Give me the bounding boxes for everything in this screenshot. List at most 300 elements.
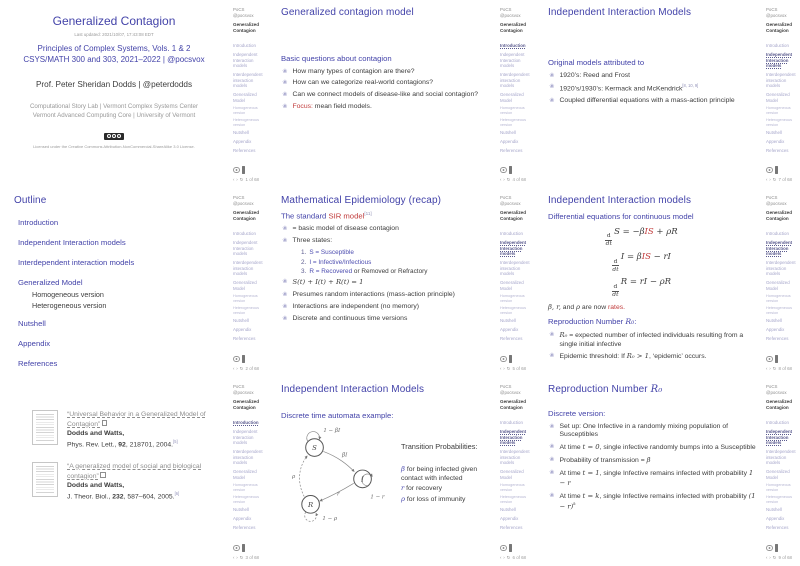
sidebar-item[interactable]: Appendix — [500, 516, 519, 522]
sidebar-item[interactable]: Homogeneous version — [766, 483, 791, 493]
venue-name: J. Theor. Biol., — [67, 493, 113, 501]
sidebar-item[interactable]: References — [766, 335, 789, 341]
sidebar-item[interactable]: Generalized Model — [233, 469, 257, 480]
transition-line: r for recovery — [401, 484, 443, 493]
heading-text: Reproduction Number — [548, 384, 651, 395]
sidebar-item[interactable]: Heterogeneous version — [766, 306, 792, 316]
sidebar-item[interactable]: Interdependent interaction models — [500, 449, 530, 466]
pocs-label: PoCS — [766, 384, 778, 389]
paper-thumbnail[interactable] — [32, 410, 58, 445]
page-indicator: 2 of 68 — [245, 366, 259, 372]
slide-content — [0, 188, 230, 377]
bullet-item: ❀ 1920’s/1930’s: Kermack and McKendrick[8, 10, 9] — [549, 83, 699, 93]
sidebar-footer — [500, 166, 532, 183]
uvm-seal-icon — [233, 545, 240, 552]
flower-bullet-icon: ❀ — [282, 302, 288, 310]
reference-venue — [67, 491, 225, 502]
subhead-item: Differential equations for continuous model — [548, 212, 694, 221]
numitem-item: 1. S = Susceptible — [301, 248, 354, 256]
sidebar-item[interactable]: Heterogeneous version — [766, 495, 792, 505]
affiliations — [8, 103, 220, 121]
uvm-tower-icon — [775, 355, 778, 363]
uvm-tower-icon — [775, 544, 778, 552]
sidebar-item[interactable]: Interdependent interaction models — [766, 449, 796, 466]
course-line-2: CSYS/MATH 300 and 303, 2021–2022 | @pocsvox — [23, 54, 205, 64]
deck-title: Generalized Contagion — [233, 210, 260, 222]
pocs-label: PoCS — [766, 195, 778, 200]
sidebar-item[interactable]: Heterogeneous version — [766, 118, 792, 128]
sidebar-item[interactable]: Appendix — [233, 139, 252, 145]
slide-heading: Generalized contagion model — [281, 7, 414, 18]
sidebar-item[interactable]: Homogeneous version — [500, 106, 525, 116]
uvm-seal-icon — [500, 545, 507, 552]
deck-title: Generalized Contagion — [500, 399, 527, 411]
slide-nav-arrows-icon[interactable]: ‹ › ↻ — [233, 366, 244, 372]
venue-pages: , 587–604, 2005. — [123, 493, 175, 501]
sidebar-nav — [500, 231, 532, 341]
sidebar-item[interactable]: Independent Interaction models — [766, 429, 793, 446]
sidebar-item[interactable]: Introduction — [500, 420, 523, 426]
slide-independent-interaction-models-intro — [534, 0, 800, 188]
sidebar-item[interactable]: References — [766, 147, 789, 153]
numitem-item: 3. R = Recovered or Removed or Refractory — [301, 268, 428, 276]
slide-nav-arrows-icon[interactable]: ‹ › ↻ — [500, 555, 511, 561]
outitem-item: References — [18, 359, 58, 368]
bullet-item: ❀ At time t = k, single Infective remains infected with probability $(1 - r)^k$ — [549, 491, 756, 511]
sidebar-footer — [766, 544, 798, 561]
bullet-item: ❀ Coupled differential equations with a mass-action principle — [549, 97, 735, 105]
flower-bullet-icon: ❀ — [282, 291, 288, 299]
sidebar-nav — [233, 231, 265, 341]
sidebar-item[interactable]: References — [500, 524, 523, 530]
sidebar-item[interactable]: Nutshell — [500, 130, 516, 136]
sidebar-item[interactable]: Introduction — [500, 43, 526, 49]
flower-bullet-icon: ❀ — [549, 443, 555, 451]
course-info — [8, 44, 220, 66]
sidebar — [497, 188, 534, 377]
flower-bullet-icon: ❀ — [282, 67, 288, 75]
page-indicator: 6 of 68 — [512, 555, 526, 561]
sidebar-item[interactable]: Appendix — [766, 139, 785, 145]
flower-bullet-icon: ❀ — [282, 79, 288, 87]
sidebar-item[interactable]: Nutshell — [233, 507, 249, 513]
sidebar-item[interactable]: Nutshell — [500, 507, 516, 513]
subhead-item: Basic questions about contagion — [281, 54, 392, 63]
outitem-item: Generalized Model — [18, 278, 83, 287]
sidebar-item[interactable]: Generalized Model — [233, 280, 257, 291]
sidebar-item[interactable]: Heterogeneous version — [233, 495, 259, 505]
slide-heading: Mathematical Epidemiology (recap) — [281, 195, 442, 206]
sidebar-footer — [500, 355, 532, 372]
outitem-item: Independent Interaction models — [18, 238, 126, 247]
slide-body — [548, 212, 759, 362]
subhead-item: The standard SIR model[11] — [281, 211, 372, 221]
outline-list — [14, 218, 226, 368]
r-to-s-label: ρ — [291, 473, 296, 480]
sidebar-item[interactable]: Independent Interaction models — [500, 240, 527, 257]
pocsvox-handle[interactable]: @pocsvox — [766, 389, 787, 395]
brand-block — [500, 195, 532, 222]
slide-mathematical-epidemiology — [267, 188, 534, 377]
slide-nav-arrows-icon[interactable]: ‹ › ↻ — [500, 177, 511, 183]
bullet-item: ❀ Can we connect models of disease-like and social contagion? — [282, 91, 479, 99]
brand-block — [500, 384, 532, 411]
flower-bullet-icon: ❀ — [282, 236, 288, 244]
sidebar-nav — [766, 420, 798, 530]
brand-block — [233, 384, 265, 411]
slide-nav-arrows-icon[interactable]: ‹ › ↻ — [233, 555, 244, 561]
sidebar-nav — [233, 43, 265, 153]
citation-number: [6] — [174, 490, 180, 496]
slide-content — [534, 188, 763, 377]
last-updated: Last updated: 2021/10/07, 17:43:08 EDT — [74, 32, 154, 37]
numitem-item: 2. I = Infective/Infectious — [301, 258, 372, 266]
i-to-r-label: r — [337, 491, 340, 498]
slide-heading: Outline — [14, 195, 47, 206]
sidebar-item[interactable]: Heterogeneous version — [233, 118, 259, 128]
sidebar-item[interactable]: Appendix — [233, 327, 252, 333]
pocs-label: PoCS — [500, 7, 512, 12]
pocsvox-handle[interactable]: @pocsvox — [500, 12, 521, 18]
automata-row — [281, 424, 493, 522]
transition-title: Transition Probabilities: — [401, 442, 478, 451]
state-r-label: R — [308, 500, 314, 509]
bullet-item: ❀ Interactions are independent (no memory) — [282, 302, 420, 310]
bullet-item: ❀ At time t = 1, single Infective remains infected with probability 1 − r — [549, 468, 754, 487]
flower-bullet-icon: ❀ — [549, 491, 555, 499]
sidebar-item[interactable]: Nutshell — [500, 318, 516, 324]
sidebar-item[interactable]: Appendix — [500, 139, 519, 145]
eq-item: $\frac{d}{dt}$ S = −βIS + ρR — [605, 226, 678, 248]
pocs-label: PoCS — [233, 384, 245, 389]
sidebar-item[interactable]: Generalized Model — [233, 92, 257, 103]
sidebar-item[interactable]: Homogeneous version — [500, 483, 525, 493]
sidebar-item[interactable]: References — [233, 524, 256, 530]
sidebar-item[interactable]: References — [766, 524, 789, 530]
course-line-1: Principles of Complex Systems, Vols. 1 & 2 — [37, 44, 191, 53]
slide-body — [548, 409, 759, 513]
slide-content — [267, 0, 497, 188]
sidebar-footer — [500, 544, 532, 561]
sidebar — [230, 188, 267, 377]
sidebar-item[interactable]: References — [500, 147, 523, 153]
flower-bullet-icon: ❀ — [282, 278, 288, 286]
flower-bullet-icon: ❀ — [549, 71, 555, 79]
sidebar-item[interactable]: Nutshell — [233, 318, 249, 324]
sidebar-footer — [233, 355, 265, 372]
flower-bullet-icon: ❀ — [549, 468, 555, 476]
bullet-item: ❀ How many types of contagion are there? — [282, 67, 415, 75]
flower-bullet-icon: ❀ — [282, 314, 288, 322]
sidebar-item[interactable]: Nutshell — [233, 130, 249, 136]
subhead-item: Reproduction Number R₀: — [548, 317, 637, 327]
bullet-item: ❀ S(t) + I(t) + R(t) = 1 — [282, 278, 364, 287]
sidebar-item[interactable]: Heterogeneous version — [233, 306, 259, 316]
sidebar-item[interactable]: Introduction — [766, 420, 789, 426]
bullet-item: ❀ R₀ = expected number of infected individuals resulting from a single initial infective — [549, 330, 744, 348]
sidebar-footer — [233, 544, 265, 561]
sidebar-item[interactable]: Appendix — [766, 516, 785, 522]
deck-title: Generalized Contagion — [500, 210, 527, 222]
sidebar — [497, 377, 534, 566]
slide-discrete-automata — [267, 377, 534, 566]
slide-content — [534, 377, 763, 566]
venue-volume: 92 — [118, 440, 126, 448]
sidebar-item[interactable]: Nutshell — [766, 318, 782, 324]
affiliation-line-1: Computational Story Lab | Vermont Complex Systems Center — [29, 102, 199, 110]
slide-body — [548, 58, 759, 106]
sidebar-item[interactable]: Interdependent interaction models — [766, 72, 796, 89]
uvm-seal-icon — [766, 167, 773, 174]
sidebar-item[interactable]: Homogeneous version — [233, 294, 258, 304]
reference-authors: Dodds and Watts, — [67, 482, 125, 490]
slide-reproduction-number — [534, 377, 800, 566]
sidebar-item[interactable]: Generalized Model — [766, 280, 790, 291]
bullet-item: ❀ Discrete and continuous time versions — [282, 314, 408, 322]
sidebar-item[interactable]: Introduction — [233, 420, 259, 426]
slide-nav-arrows-icon[interactable]: ‹ › ↻ — [233, 177, 244, 183]
uvm-tower-icon — [242, 355, 245, 363]
pocs-label: PoCS — [233, 195, 245, 200]
bullet-item: ❀ Three states: — [282, 236, 333, 244]
pocsvox-handle[interactable]: @pocsvox — [233, 389, 254, 395]
sidebar-footer — [766, 355, 798, 372]
sidebar-item[interactable]: Independent Interaction models — [500, 429, 527, 446]
sidebar-item[interactable]: Introduction — [500, 231, 523, 237]
transition-lines — [401, 465, 493, 504]
pocs-label: PoCS — [766, 7, 778, 12]
slide-heading — [548, 384, 759, 395]
reference-venue — [67, 439, 225, 450]
bullet-item: ❀ At time t = 0, single infective randomly bumps into a Susceptible — [549, 443, 756, 452]
slide-heading: Independent Interaction models — [548, 195, 692, 206]
author-line: Prof. Peter Sheridan Dodds | @peterdodds — [35, 79, 193, 89]
page-indicator: 7 of 68 — [778, 177, 792, 183]
sidebar-nav — [766, 231, 798, 341]
outitem-item: Nutshell — [18, 319, 46, 328]
sidebar-item[interactable]: Independent Interaction models — [233, 52, 258, 69]
external-link-icon — [102, 420, 108, 426]
sidebar-item[interactable]: Independent Interaction models — [500, 52, 525, 69]
sidebar-item[interactable]: References — [233, 335, 256, 341]
reference-authors: Dodds and Watts, — [67, 430, 125, 438]
outitem-item: Interdependent interaction models — [18, 258, 135, 267]
sidebar-item[interactable]: Heterogeneous version — [500, 306, 526, 316]
sidebar-item[interactable]: Nutshell — [766, 130, 782, 136]
sidebar-item[interactable]: Interdependent interaction models — [233, 72, 263, 89]
slide-subheading: Discrete time automata example: — [281, 411, 394, 420]
sidebar-item[interactable]: Heterogeneous version — [500, 118, 526, 128]
sidebar-item[interactable]: Generalized Model — [500, 469, 524, 480]
affiliation-line-2: Vermont Advanced Computing Core | University of Vermont — [32, 111, 196, 119]
slide-nav-arrows-icon[interactable]: ‹ › ↻ — [500, 366, 511, 372]
paper-thumbnail[interactable] — [32, 462, 58, 497]
pocsvox-handle[interactable]: @pocsvox — [500, 200, 521, 206]
license-text: Licensed under the Creative Commons Attribution-NonCommercial-ShareAlike 3.0 License. — [33, 143, 195, 149]
title-slide-content — [0, 0, 230, 188]
slide-title — [0, 0, 267, 188]
sidebar-footer — [233, 166, 265, 183]
sidebar-nav — [500, 43, 532, 153]
bullet-item: ❀ Focus: mean field models. — [282, 102, 372, 110]
bullet-item: ❀ How can we categorize real-world contagions? — [282, 79, 434, 87]
sidebar-item[interactable]: Generalized Model — [766, 469, 790, 480]
sidebar-nav — [766, 43, 798, 153]
sidebar-item[interactable]: References — [233, 147, 256, 153]
deck-title: Generalized Contagion — [233, 22, 260, 34]
reference-text — [67, 410, 225, 449]
slide-nav-arrows-icon[interactable]: ‹ › ↻ — [766, 366, 777, 372]
state-s-label: S — [312, 443, 317, 452]
sidebar-item[interactable]: Homogeneous version — [766, 106, 791, 116]
transition-probabilities — [401, 442, 493, 522]
state-i-label: I — [361, 475, 364, 484]
subhead-item: Discrete version: — [548, 409, 606, 418]
slide-heading: Independent Interaction Models — [281, 384, 425, 395]
pocs-label: PoCS — [233, 7, 245, 12]
sidebar-item[interactable]: Generalized Model — [500, 280, 524, 291]
reference-list — [14, 384, 226, 502]
sidebar-item[interactable]: Generalized Model — [766, 92, 790, 103]
reference-text — [67, 462, 225, 501]
brand-block — [233, 7, 265, 34]
eq-item: $\frac{d}{dt}$ R = rI − ρR — [612, 277, 672, 299]
sidebar-item[interactable]: Independent Interaction models — [233, 429, 258, 446]
sidebar-item[interactable]: Appendix — [766, 327, 785, 333]
sidebar-item[interactable]: Nutshell — [766, 507, 782, 513]
brand-block — [766, 384, 798, 411]
flower-bullet-icon: ❀ — [549, 83, 555, 91]
pocs-label: PoCS — [500, 195, 512, 200]
uvm-seal-icon — [233, 356, 240, 363]
flower-bullet-icon: ❀ — [549, 330, 555, 338]
sidebar-item[interactable]: Homogeneous version — [766, 294, 791, 304]
deck-title-heading: Generalized Contagion — [52, 14, 176, 28]
s-to-i-label: βI — [341, 452, 348, 459]
outsub-item: Homogeneous version — [32, 290, 104, 299]
sidebar-item[interactable]: Interdependent interaction models — [500, 72, 530, 89]
pocsvox-handle[interactable]: @pocsvox — [233, 12, 254, 18]
sidebar-item[interactable]: Independent Interaction models — [233, 240, 258, 257]
pocsvox-handle[interactable]: @pocsvox — [766, 200, 787, 206]
venue-pages: , 218701, 2004. — [125, 440, 174, 448]
sidebar-item[interactable]: Homogeneous version — [233, 483, 258, 493]
sidebar — [230, 0, 267, 188]
sidebar-item[interactable]: References — [500, 335, 523, 341]
page-indicator: 1 of 68 — [245, 177, 259, 183]
brand-block — [233, 195, 265, 222]
sidebar — [763, 0, 800, 188]
sidebar-item[interactable]: Generalized Model — [500, 92, 524, 103]
uvm-tower-icon — [242, 544, 245, 552]
uvm-seal-icon — [766, 545, 773, 552]
cc-license-badge-icon[interactable] — [104, 133, 124, 140]
slide-body — [281, 211, 493, 324]
sidebar — [763, 188, 800, 377]
venue-name: Phys. Rev. Lett., — [67, 440, 119, 448]
sidebar-item[interactable]: Introduction — [766, 231, 789, 237]
slide-content — [534, 0, 763, 188]
slide-nav-arrows-icon[interactable]: ‹ › ↻ — [766, 177, 777, 183]
slide-content — [267, 377, 497, 566]
sidebar-item[interactable]: Homogeneous version — [500, 294, 525, 304]
sidebar — [763, 377, 800, 566]
deck-title: Generalized Contagion — [500, 22, 527, 34]
bullet-item: ❀ Epidemic threshold: If R₀ > 1, ‘epidemic’ occurs. — [549, 352, 707, 361]
slide-content — [267, 188, 497, 377]
sir-automata-diagram — [281, 424, 399, 522]
brand-block — [500, 7, 532, 34]
s-selfloop-label: 1 − βI — [323, 427, 341, 434]
slide-content — [0, 377, 230, 566]
uvm-seal-icon — [766, 356, 773, 363]
bullet-item: ❀ = basic model of disease contagion — [282, 225, 399, 233]
deck-title: Generalized Contagion — [766, 210, 793, 222]
page-indicator: 9 of 68 — [778, 555, 792, 561]
sidebar-item[interactable]: Appendix — [500, 327, 519, 333]
page-indicator: 5 of 68 — [512, 366, 526, 372]
sidebar-item[interactable]: Introduction — [766, 43, 789, 49]
sidebar-nav — [500, 420, 532, 530]
sidebar — [230, 377, 267, 566]
pocsvox-handle[interactable]: @pocsvox — [233, 200, 254, 206]
pocsvox-handle[interactable]: @pocsvox — [500, 389, 521, 395]
flower-bullet-icon: ❀ — [282, 91, 288, 99]
sidebar — [497, 0, 534, 188]
paper-link[interactable]: “Universal Behavior in a Generalized Model of Contagion” — [67, 411, 206, 428]
note-item: β, r, and ρ are now rates. — [548, 303, 626, 312]
sidebar-item[interactable]: Independent Interaction models — [766, 52, 793, 69]
r-selfloop-label: 1 − ρ — [322, 516, 338, 522]
sidebar-item[interactable]: Interdependent interaction models — [766, 260, 796, 277]
sidebar-item[interactable]: Introduction — [233, 43, 256, 49]
paper-link[interactable]: “A generalized model of social and biological contagion” — [67, 463, 202, 480]
slide-differential-equations — [534, 188, 800, 377]
subhead-item: Original models attributed to — [548, 58, 645, 67]
transition-line: ρ for loss of immunity — [401, 494, 466, 503]
uvm-tower-icon — [509, 166, 512, 174]
flower-bullet-icon: ❀ — [282, 225, 288, 233]
flower-bullet-icon: ❀ — [549, 97, 555, 105]
outitem-item: Appendix — [18, 339, 51, 348]
sidebar-item[interactable]: Interdependent interaction models — [500, 260, 530, 277]
outitem-item: Introduction — [18, 218, 59, 227]
slide-nav-arrows-icon[interactable]: ‹ › ↻ — [766, 555, 777, 561]
deck-title: Generalized Contagion — [766, 22, 793, 34]
deck-title: Generalized Contagion — [766, 399, 793, 411]
heading-math: R₀ — [650, 384, 663, 395]
flower-bullet-icon: ❀ — [549, 456, 555, 463]
sidebar-item[interactable]: Appendix — [233, 516, 252, 522]
sidebar-footer — [766, 166, 798, 183]
uvm-tower-icon — [509, 355, 512, 363]
sidebar-item[interactable]: Homogeneous version — [233, 106, 258, 116]
sidebar-item[interactable]: Heterogeneous version — [500, 495, 526, 505]
uvm-tower-icon — [775, 166, 778, 174]
sidebar-item[interactable]: Interdependent interaction models — [233, 260, 263, 277]
sidebar-nav — [233, 420, 265, 530]
transition-line: β for being infected given contact with infected — [401, 464, 478, 483]
flower-bullet-icon: ❀ — [549, 422, 555, 430]
sidebar-item[interactable]: Interdependent interaction models — [233, 449, 263, 466]
uvm-seal-icon — [500, 356, 507, 363]
sidebar-item[interactable]: Introduction — [233, 231, 256, 237]
flower-bullet-icon: ❀ — [549, 352, 555, 360]
reference-item — [32, 410, 226, 449]
sidebar-item[interactable]: Independent Interaction models — [766, 240, 793, 257]
slide-generalized-contagion-model — [267, 0, 534, 188]
pocsvox-handle[interactable]: @pocsvox — [766, 12, 787, 18]
